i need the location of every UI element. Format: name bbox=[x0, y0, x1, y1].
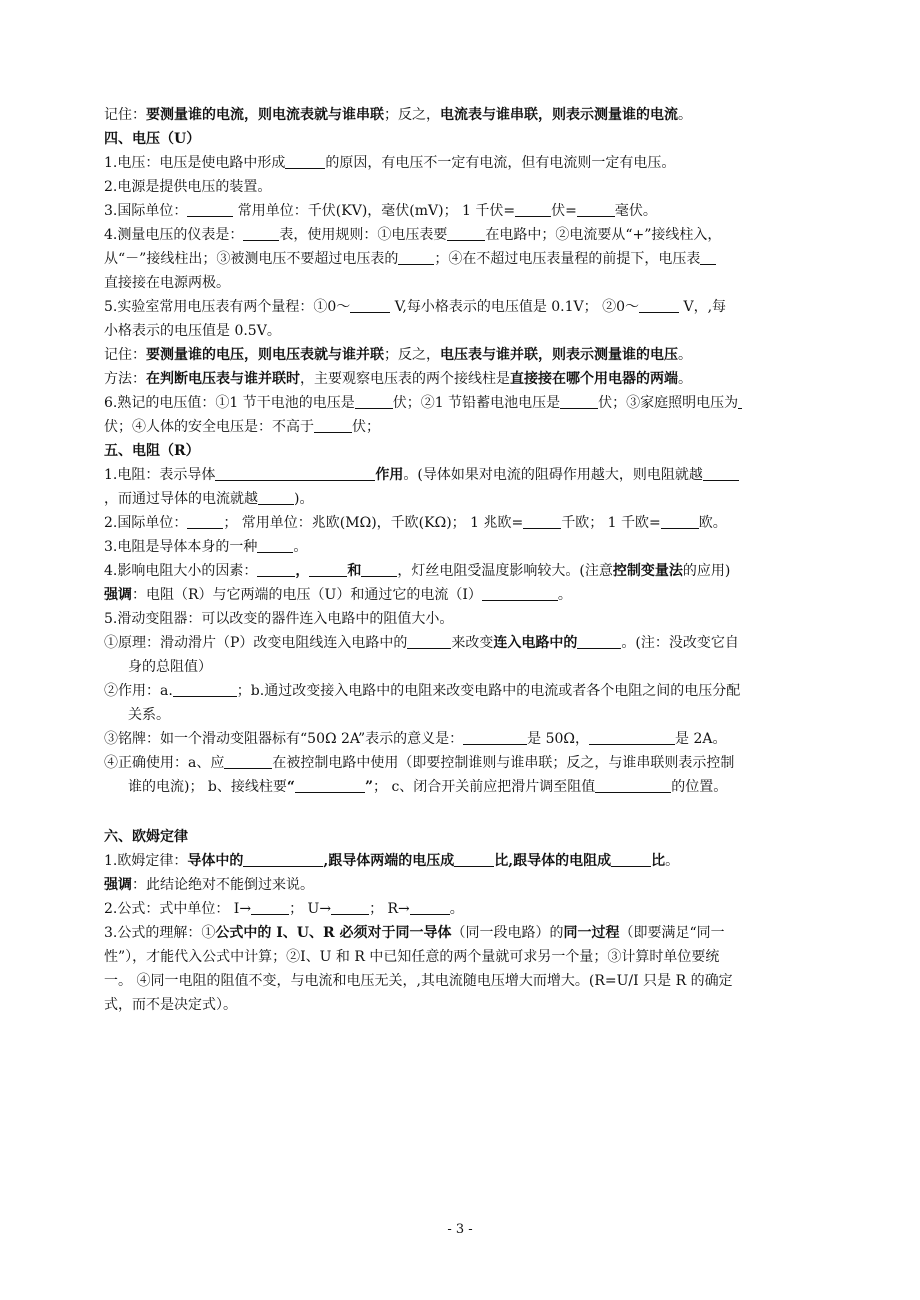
text-segment: 比,跟导体的电阻成 bbox=[494, 853, 612, 869]
fill-in-blank[interactable] bbox=[407, 633, 451, 649]
text-segment: 。 bbox=[449, 901, 464, 917]
fill-in-blank[interactable] bbox=[454, 851, 494, 867]
text-segment: ；反之， bbox=[384, 347, 440, 363]
text-segment: 身的总阻值） bbox=[128, 659, 212, 675]
fill-in-blank[interactable] bbox=[577, 633, 621, 649]
text-segment: ； c、闭合开关前应把滑片调至阻值 bbox=[373, 779, 596, 795]
page-number: - 3 - bbox=[447, 1222, 473, 1237]
fill-in-blank[interactable] bbox=[595, 777, 671, 793]
text-line bbox=[104, 151, 824, 175]
text-segment: 要测量谁的电流，则电流表就与谁串联 bbox=[146, 107, 384, 123]
text-segment: ；④在不超过电压表量程的前提下，电压表 bbox=[434, 251, 701, 267]
text-segment: 在电路中；②电流要从“+”接线柱入， bbox=[485, 227, 722, 243]
fill-in-blank[interactable] bbox=[295, 777, 365, 793]
fill-in-blank[interactable] bbox=[257, 537, 293, 553]
text-line bbox=[104, 103, 824, 127]
fill-in-blank[interactable] bbox=[577, 201, 615, 217]
text-line bbox=[104, 631, 824, 655]
text-segment: ；反之， bbox=[384, 107, 440, 123]
text-line bbox=[104, 703, 824, 727]
text-segment: ， bbox=[295, 563, 310, 579]
text-line bbox=[104, 583, 824, 607]
text-line bbox=[104, 511, 824, 535]
text-line bbox=[104, 343, 824, 367]
fill-in-blank[interactable] bbox=[314, 417, 352, 433]
text-segment: 作用 bbox=[375, 467, 404, 483]
fill-in-blank[interactable] bbox=[515, 201, 551, 217]
fill-in-blank[interactable] bbox=[331, 899, 369, 915]
text-segment: 导体中的 bbox=[187, 853, 244, 869]
text-line bbox=[104, 415, 824, 439]
text-line bbox=[104, 993, 824, 1017]
text-segment: 1.电压：电压是使电路中形成 bbox=[104, 155, 286, 171]
text-segment: 谁的电流)； b、接线柱要 bbox=[128, 779, 287, 795]
text-line bbox=[104, 655, 824, 679]
text-line bbox=[104, 679, 824, 703]
fill-in-blank[interactable] bbox=[187, 201, 233, 217]
text-line bbox=[104, 223, 824, 247]
text-segment: ” bbox=[364, 779, 373, 795]
fill-in-blank[interactable] bbox=[700, 249, 716, 265]
text-segment: 直接接在电源两极。 bbox=[104, 275, 230, 291]
document-body bbox=[104, 103, 824, 1017]
text-segment: 比 bbox=[651, 853, 666, 869]
section-heading bbox=[104, 825, 824, 849]
fill-in-blank[interactable] bbox=[258, 489, 294, 505]
text-segment: 要测量谁的电压，则电压表就与谁并联 bbox=[146, 347, 384, 363]
text-segment: 的原因，有电压不一定有电流，但有电流则一定有电压。 bbox=[325, 155, 676, 171]
text-line bbox=[104, 921, 824, 945]
text-segment: 。 bbox=[678, 371, 692, 387]
text-segment: 。(导体如果对电流的阻碍作用越大，则电阻就越 bbox=[403, 467, 703, 483]
text-segment: 6.熟记的电压值：①1 节干电池的电压是 bbox=[104, 395, 355, 411]
text-segment: ；b.通过改变接入电路中的电阻来改变电路中的电流或者各个电阻之间的电压分配 bbox=[236, 683, 741, 699]
text-segment: 4.影响电阻大小的因素： bbox=[104, 563, 258, 579]
text-segment: 。 bbox=[293, 539, 308, 555]
text-segment: 和 bbox=[347, 563, 362, 579]
fill-in-blank[interactable] bbox=[410, 899, 450, 915]
text-segment: 同一过程 bbox=[563, 925, 620, 941]
fill-in-blank[interactable] bbox=[173, 681, 237, 697]
text-line bbox=[104, 607, 824, 631]
section-heading bbox=[104, 127, 824, 151]
text-segment: ②作用：a. bbox=[104, 683, 173, 699]
text-line bbox=[104, 247, 824, 271]
section-heading bbox=[104, 439, 824, 463]
text-segment: 关系。 bbox=[128, 707, 170, 723]
text-segment: 。 bbox=[678, 107, 692, 123]
fill-in-blank[interactable] bbox=[251, 899, 289, 915]
text-segment: 。(注：没改变它自 bbox=[621, 635, 739, 651]
text-segment: V,每小格表示的电压值是 0.1V； ②0～ bbox=[390, 299, 640, 315]
text-line bbox=[104, 367, 824, 391]
fill-in-blank[interactable] bbox=[398, 249, 434, 265]
text-segment: 4.测量电压的仪表是： bbox=[104, 227, 244, 243]
fill-in-blank[interactable] bbox=[215, 465, 375, 481]
text-segment: ，而通过导体的电流就越 bbox=[104, 491, 258, 507]
fill-in-blank[interactable] bbox=[463, 729, 527, 745]
text-segment: 连入电路中的 bbox=[493, 635, 578, 651]
text-line bbox=[104, 873, 824, 897]
text-segment: 3.公式的理解：① bbox=[104, 925, 216, 941]
text-segment: 3.电阻是导体本身的一种 bbox=[104, 539, 258, 555]
text-segment: 公式中的 I、U、R 必须对于同一导体 bbox=[215, 925, 452, 941]
fill-in-blank[interactable] bbox=[355, 393, 393, 409]
text-line bbox=[104, 271, 824, 295]
fill-in-blank[interactable] bbox=[560, 393, 598, 409]
text-segment: 在被控制电路中使用（即要控制谁则与谁串联；反之，与谁串联则表示控制 bbox=[272, 755, 735, 771]
text-line bbox=[104, 535, 824, 559]
text-segment: 直接接在哪个用电器的两端 bbox=[510, 371, 678, 387]
text-segment: （即要满足“同一 bbox=[619, 925, 725, 941]
text-segment: 四、电压（U） bbox=[104, 131, 201, 147]
text-segment: 来改变 bbox=[451, 635, 494, 651]
fill-in-blank[interactable] bbox=[661, 513, 699, 529]
text-segment: 表，使用规则：①电压表要 bbox=[279, 227, 448, 243]
text-segment: 。 bbox=[665, 853, 680, 869]
text-segment: 伏；②1 节铅蓄电池电压是 bbox=[392, 395, 561, 411]
text-segment: ，主要观察电压表的两个接线柱是 bbox=[300, 371, 510, 387]
text-segment: V，,每 bbox=[679, 299, 727, 315]
text-segment: 五、电阻（R） bbox=[104, 443, 200, 459]
text-line bbox=[104, 751, 824, 775]
text-segment: 。 bbox=[557, 587, 572, 603]
text-segment: 小格表示的电压值是 0.5V。 bbox=[104, 323, 281, 339]
text-segment: 千欧； 1 千欧= bbox=[561, 515, 661, 531]
text-segment: 记住： bbox=[104, 107, 146, 123]
text-segment: 5.实验室常用电压表有两个量程：①0～ bbox=[104, 299, 351, 315]
text-segment: 伏； bbox=[352, 419, 380, 435]
text-segment: 六、欧姆定律 bbox=[104, 829, 188, 845]
text-line bbox=[104, 463, 824, 487]
text-segment: 2.公式：式中单位： I→ bbox=[104, 901, 252, 917]
text-segment: 方法： bbox=[104, 371, 146, 387]
fill-in-blank[interactable] bbox=[224, 753, 272, 769]
paragraph-gap bbox=[104, 799, 824, 825]
text-segment: 常用单位：千伏(KV)，毫伏(mV)； 1 千伏= bbox=[233, 203, 516, 219]
fill-in-blank[interactable] bbox=[523, 513, 561, 529]
text-line bbox=[104, 487, 824, 511]
text-segment: ：此结论绝对不能倒过来说。 bbox=[132, 877, 314, 893]
fill-in-blank[interactable] bbox=[703, 465, 739, 481]
text-segment: 在判断电压表与谁并联时 bbox=[146, 371, 300, 387]
text-segment: ①原理：滑动滑片（P）改变电阻线连入电路中的 bbox=[104, 635, 408, 651]
text-line bbox=[104, 849, 824, 873]
text-segment: 毫伏。 bbox=[614, 203, 657, 219]
fill-in-blank[interactable] bbox=[738, 393, 742, 409]
fill-in-blank[interactable] bbox=[589, 729, 675, 745]
fill-in-blank[interactable] bbox=[611, 851, 651, 867]
text-segment: ，灯丝电阻受温度影响较大。(注意 bbox=[397, 563, 613, 579]
text-line bbox=[104, 295, 824, 319]
text-segment: 2.国际单位： bbox=[104, 515, 188, 531]
text-segment: 式，而不是决定式）。 bbox=[104, 997, 237, 1013]
text-line bbox=[104, 559, 824, 583]
text-segment: 一。 ④同一电阻的阻值不变，与电流和电压无关，,其电流随电压增大而增大。(R=U/I 只是 R 的确定 bbox=[104, 973, 733, 989]
text-line bbox=[104, 391, 824, 415]
fill-in-blank[interactable] bbox=[285, 153, 325, 169]
text-segment: 5.滑动变阻器：可以改变的器件连入电路中的阻值大小。 bbox=[104, 611, 454, 627]
text-segment: 1.电阻：表示导体 bbox=[104, 467, 216, 483]
fill-in-blank[interactable] bbox=[482, 585, 558, 601]
text-segment: 伏= bbox=[551, 203, 577, 219]
text-line bbox=[104, 727, 824, 751]
text-segment: 从“－”接线柱出；③被测电压不要超过电压表的 bbox=[104, 251, 399, 267]
text-segment: 伏；④人体的安全电压是：不高于 bbox=[104, 419, 314, 435]
text-segment: ,跟导体两端的电压成 bbox=[323, 853, 455, 869]
text-segment: 的应用) bbox=[682, 563, 731, 579]
text-segment: ：电阻（R）与它两端的电压（U）和通过它的电流（I） bbox=[132, 587, 482, 603]
fill-in-blank[interactable] bbox=[243, 851, 323, 867]
text-segment: 控制变量法 bbox=[612, 563, 683, 579]
text-segment: ； 常用单位：兆欧(MΩ)，千欧(KΩ)； 1 兆欧= bbox=[223, 515, 524, 531]
text-line bbox=[104, 897, 824, 921]
fill-in-blank[interactable] bbox=[447, 225, 485, 241]
text-line bbox=[104, 775, 824, 799]
fill-in-blank[interactable] bbox=[350, 297, 390, 313]
text-segment: ③铭牌：如一个滑动变阻器标有“50Ω 2A”表示的意义是： bbox=[104, 731, 464, 747]
fill-in-blank[interactable] bbox=[309, 561, 347, 577]
text-segment: 1.欧姆定律： bbox=[104, 853, 188, 869]
fill-in-blank[interactable] bbox=[639, 297, 679, 313]
text-segment: 欧。 bbox=[698, 515, 727, 531]
text-segment: )。 bbox=[294, 491, 314, 507]
text-segment: 电压表与谁并联，则表示测量谁的电压 bbox=[440, 347, 678, 363]
text-segment: 2.电源是提供电压的装置。 bbox=[104, 179, 272, 195]
text-segment: 强调 bbox=[104, 587, 132, 603]
text-line bbox=[104, 945, 824, 969]
text-segment: 3.国际单位： bbox=[104, 203, 188, 219]
text-segment: “ bbox=[286, 779, 295, 795]
text-line bbox=[104, 319, 824, 343]
text-segment: 性”），才能代入公式中计算；②I、U 和 R 中已知任意的两个量就可求另一个量；③计算时单位要统 bbox=[104, 949, 720, 965]
text-line bbox=[104, 969, 824, 993]
text-segment: ； U→ bbox=[289, 901, 332, 917]
text-segment: 是 2A。 bbox=[675, 731, 727, 747]
text-segment: 的位置。 bbox=[671, 779, 728, 795]
text-segment: 。 bbox=[678, 347, 692, 363]
text-line bbox=[104, 175, 824, 199]
fill-in-blank[interactable] bbox=[187, 513, 223, 529]
text-segment: ； R→ bbox=[369, 901, 410, 917]
fill-in-blank[interactable] bbox=[257, 561, 295, 577]
text-segment: 强调 bbox=[104, 877, 132, 893]
fill-in-blank[interactable] bbox=[243, 225, 279, 241]
text-segment: 伏；③家庭照明电压为 bbox=[598, 395, 739, 411]
text-segment: 记住： bbox=[104, 347, 146, 363]
text-segment: ④正确使用：a、应 bbox=[104, 755, 225, 771]
fill-in-blank[interactable] bbox=[361, 561, 397, 577]
text-line bbox=[104, 199, 824, 223]
text-segment: 是 50Ω， bbox=[527, 731, 590, 747]
text-segment: （同一段电路）的 bbox=[451, 925, 564, 941]
text-segment: 电流表与谁串联，则表示测量谁的电流 bbox=[440, 107, 678, 123]
